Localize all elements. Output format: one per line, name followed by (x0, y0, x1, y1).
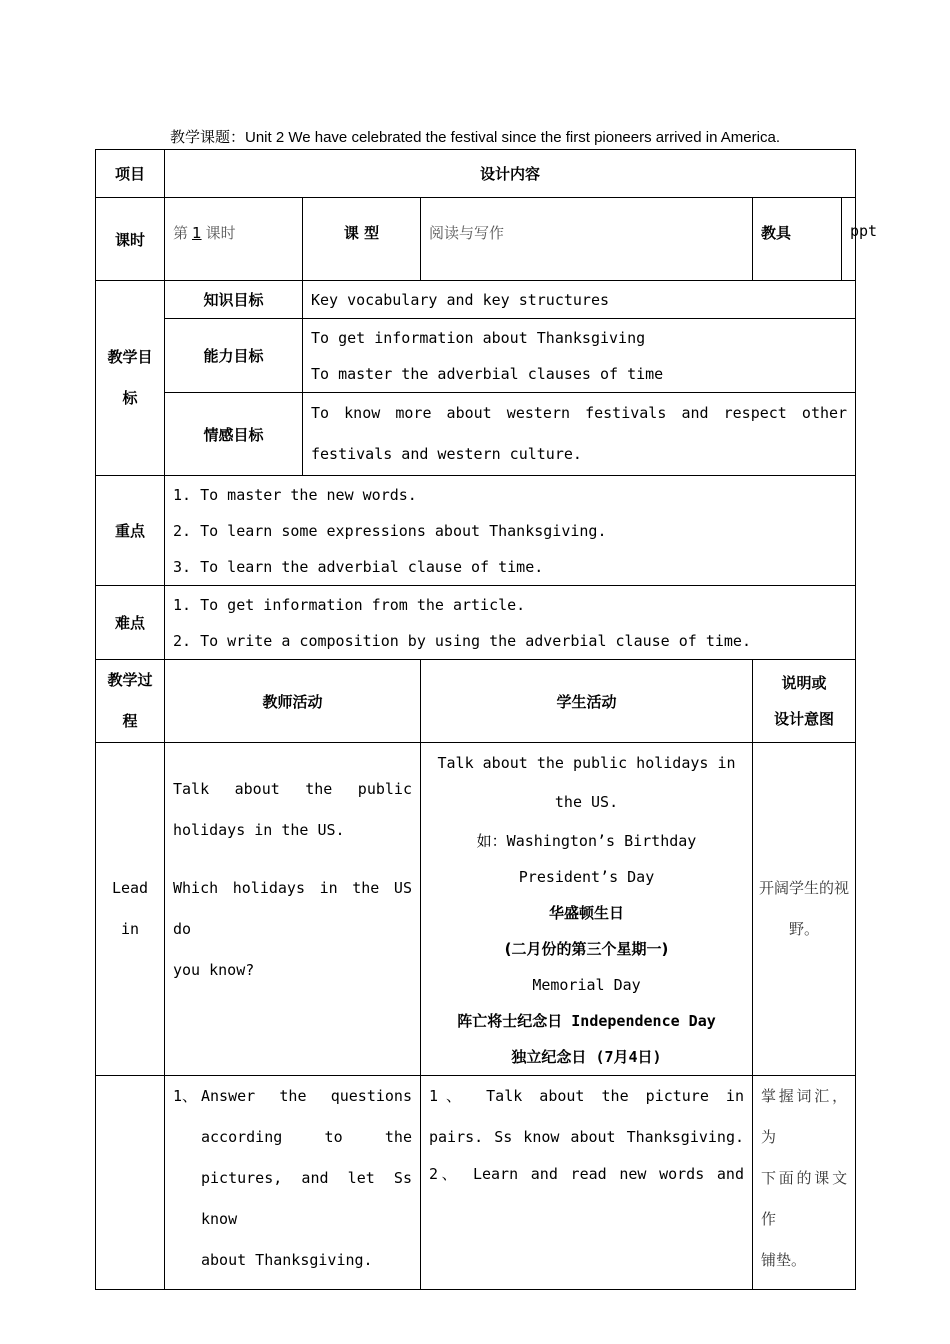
lesson-period-label: 课时 (96, 198, 165, 281)
student-activity-line: Memorial Day (532, 976, 641, 994)
design-note-line: 铺垫。 (761, 1251, 807, 1269)
lesson-title: 教学课题：Unit 2 We have celebrated the festival since the first pioneers arrived in America. (170, 129, 780, 146)
teacher-activity-line: Talk about the public (173, 780, 412, 798)
teacher-activity-line: according to the (201, 1128, 412, 1146)
teacher-activity-line: Which holidays in the US do (173, 879, 412, 938)
ability-objective-line: To master the adverbial clauses of time (311, 364, 664, 383)
student-activity-line: the US. (554, 793, 619, 811)
student-activity-line: President’s Day (518, 868, 655, 886)
ability-objective (303, 319, 856, 393)
lesson-plan-table (95, 149, 878, 1290)
teacher-step-number: 1、 (173, 1087, 198, 1105)
difficulties-label: 难点 (96, 586, 165, 660)
design-note-header (753, 660, 856, 743)
design-note-line: 下面的课文作 (761, 1169, 848, 1228)
lead-in-label-line: in (120, 920, 140, 938)
design-note-line: 设计意图 (774, 710, 835, 728)
difficulties (165, 586, 856, 660)
ability-objective-line: To get information about Thanksgiving (311, 328, 646, 347)
teacher-activity-header: 教师活动 (165, 660, 421, 743)
student-activity-line: 如：Washington’s Birthday (476, 832, 697, 850)
lesson-type-label: 课 型 (303, 198, 421, 281)
teacher-activity-line: you know? (173, 961, 255, 979)
design-note-line: 野。 (789, 920, 820, 938)
lesson-period-cell (165, 198, 303, 281)
design-note-line: 开阔学生的视 (759, 879, 850, 897)
step2-student-activity (421, 1076, 753, 1290)
emotion-objective (303, 393, 856, 476)
teaching-aids-label: 教具 (753, 198, 842, 281)
teacher-activity-line: Answer the questions (201, 1087, 412, 1105)
period-number: 1 (192, 224, 202, 242)
teacher-activity-line: pictures, and let Ss know (201, 1169, 412, 1228)
lead-in-label (96, 743, 165, 1076)
knowledge-objective-label: 知识目标 (165, 281, 303, 319)
lesson-type-value: 阅读与写作 (421, 198, 753, 281)
knowledge-objective: Key vocabulary and key structures (303, 281, 856, 319)
period-prefix: 第 (173, 224, 189, 242)
lead-in-label-line: Lead (111, 879, 149, 897)
emotion-objective-label: 情感目标 (165, 393, 303, 476)
teacher-activity-line: holidays in the US. (173, 821, 345, 839)
lead-in-student-activity (421, 743, 753, 1076)
difficulty-item: 2. To write a composition by using the adverbial clause of time. (173, 631, 751, 650)
student-activity-line: 2、 Learn and read new words and (429, 1165, 744, 1183)
step2-teacher-activity (165, 1076, 421, 1290)
lead-in-teacher-activity (165, 743, 421, 1076)
item-header: 项目 (96, 150, 165, 198)
student-activity-line: 1、 Talk about the picture in (429, 1087, 744, 1105)
difficulty-item: 1. To get information from the article. (173, 595, 526, 614)
period-suffix: 课时 (205, 224, 236, 242)
student-activity-line: Talk about the public holidays in (437, 754, 736, 772)
ability-objective-label: 能力目标 (165, 319, 303, 393)
student-activity-line: 阵亡将士纪念日 Independence Day (457, 1012, 716, 1030)
objectives-label: 教学目 标 (96, 281, 165, 476)
step2-label (96, 1076, 165, 1290)
lead-in-design-note (753, 743, 856, 1076)
process-label: 教学过 程 (96, 660, 165, 743)
student-activity-line: 华盛顿生日 (548, 904, 624, 922)
key-points-label: 重点 (96, 476, 165, 586)
emotion-objective-line: festivals and western culture. (311, 445, 582, 463)
key-point-item: 2. To learn some expressions about Thanksgiving. (173, 521, 607, 540)
teaching-aids-value: ppt (842, 198, 856, 281)
key-points (165, 476, 856, 586)
key-point-item: 3. To learn the adverbial clause of time. (173, 557, 544, 576)
design-note-line: 掌握词汇，为 (761, 1087, 848, 1146)
student-activity-line: pairs. Ss know about Thanksgiving. (429, 1128, 744, 1146)
student-activity-line: (二月份的第三个星期一) (504, 940, 669, 958)
step2-design-note (753, 1076, 856, 1290)
teacher-activity-line: about Thanksgiving. (201, 1251, 373, 1269)
key-point-item: 1. To master the new words. (173, 485, 417, 504)
emotion-objective-line: To know more about western festivals and respect other (311, 404, 848, 422)
design-note-line: 说明或 (781, 674, 827, 692)
student-activity-header: 学生活动 (421, 660, 753, 743)
student-activity-line: 独立纪念日 (7月4日) (511, 1048, 662, 1066)
content-header: 设计内容 (165, 150, 856, 198)
